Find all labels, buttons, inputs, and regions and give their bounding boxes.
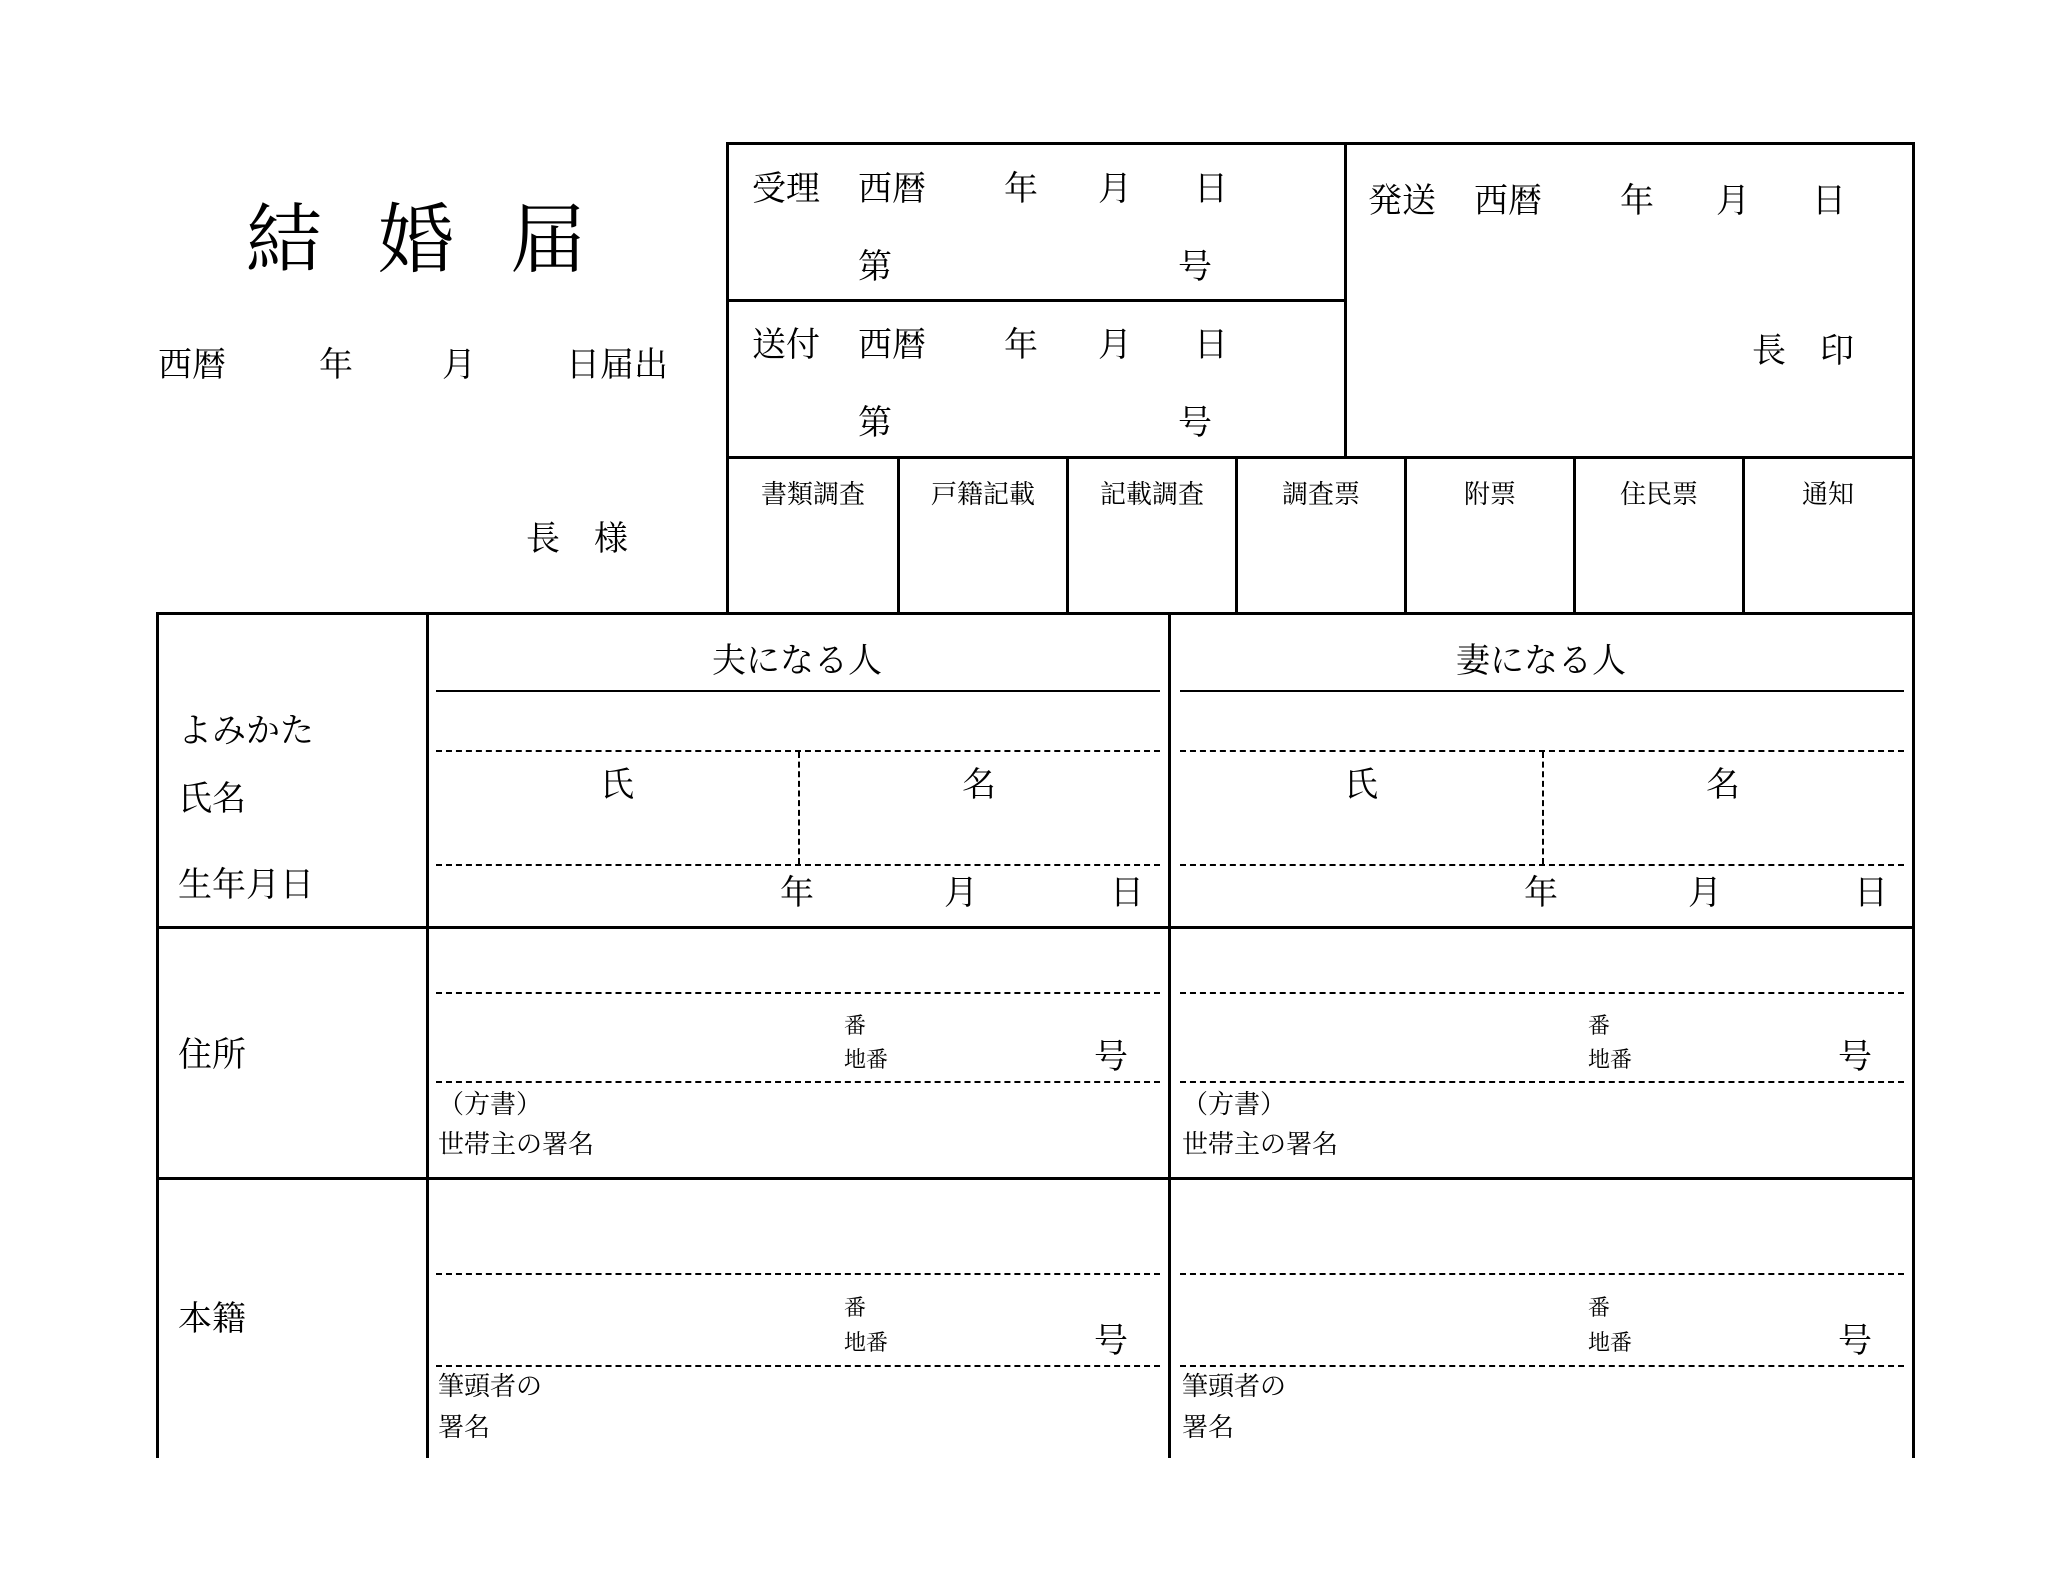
forwarding-no-suffix: 号 bbox=[1178, 403, 1212, 443]
husband-domicile-ban: 番 bbox=[844, 1296, 867, 1321]
wife-birth-year: 年 bbox=[1524, 873, 1558, 913]
check-divider bbox=[1235, 456, 1238, 614]
husband-address-line1 bbox=[436, 992, 1160, 994]
label-birth: 生年月日 bbox=[178, 865, 314, 905]
check-divider bbox=[897, 456, 900, 614]
office-divider-checks bbox=[726, 456, 1914, 459]
submission-era: 西暦 bbox=[158, 345, 226, 385]
label-name: 氏名 bbox=[178, 779, 246, 819]
wife-family-head-label: 筆頭者の bbox=[1182, 1372, 1287, 1402]
table-right bbox=[1912, 612, 1915, 1458]
wife-address-katagaki: （方書） bbox=[1182, 1090, 1287, 1120]
check-divider bbox=[1404, 456, 1407, 614]
wife-birth-month: 月 bbox=[1688, 873, 1722, 913]
forwarding-day: 日 bbox=[1194, 325, 1228, 365]
submission-day: 日届出 bbox=[566, 345, 668, 385]
table-party-divider bbox=[1168, 612, 1171, 1458]
forwarding-era: 西暦 bbox=[858, 325, 926, 365]
wife-header: 妻になる人 bbox=[1456, 641, 1626, 681]
office-box-top bbox=[726, 142, 1914, 145]
wife-address-ban: 番 bbox=[1588, 1014, 1611, 1039]
husband-householder-signature: 世帯主の署名 bbox=[438, 1130, 595, 1160]
wife-header-rule bbox=[1180, 690, 1904, 692]
wife-domicile-line1 bbox=[1180, 1273, 1904, 1275]
table-left bbox=[156, 612, 159, 1458]
husband-header: 夫になる人 bbox=[712, 641, 882, 681]
wife-domicile-ban: 番 bbox=[1588, 1296, 1611, 1321]
wife-given-label: 名 bbox=[1706, 765, 1740, 805]
label-reading: よみかた bbox=[178, 711, 314, 751]
label-address: 住所 bbox=[178, 1035, 246, 1075]
dispatch-day: 日 bbox=[1812, 181, 1846, 221]
forwarding-no-prefix: 第 bbox=[858, 403, 892, 443]
receipt-era: 西暦 bbox=[858, 169, 926, 209]
receipt-day: 日 bbox=[1194, 169, 1228, 209]
check-divider bbox=[1573, 456, 1576, 614]
check-label: 附票 bbox=[1463, 480, 1516, 510]
submission-year: 年 bbox=[319, 345, 353, 385]
office-box-right bbox=[1912, 142, 1915, 614]
husband-domicile-chiban: 地番 bbox=[844, 1331, 889, 1356]
wife-householder-signature: 世帯主の署名 bbox=[1182, 1130, 1339, 1160]
form-title: 結婚届 bbox=[246, 195, 642, 284]
husband-domicile-line2 bbox=[436, 1365, 1160, 1367]
wife-birth-day: 日 bbox=[1854, 873, 1888, 913]
husband-domicile-go: 号 bbox=[1094, 1321, 1128, 1361]
dispatch-year: 年 bbox=[1620, 181, 1654, 221]
forwarding-year: 年 bbox=[1004, 325, 1038, 365]
receipt-year: 年 bbox=[1004, 169, 1038, 209]
check-label: 住民票 bbox=[1619, 480, 1698, 510]
husband-birth-day: 日 bbox=[1110, 873, 1144, 913]
addressee: 長 様 bbox=[526, 519, 628, 559]
husband-address-go: 号 bbox=[1094, 1037, 1128, 1077]
submission-month: 月 bbox=[442, 345, 476, 385]
receipt-label: 受理 bbox=[752, 169, 820, 209]
dispatch-era: 西暦 bbox=[1474, 181, 1542, 221]
husband-address-ban: 番 bbox=[844, 1014, 867, 1039]
husband-birth-month: 月 bbox=[944, 873, 978, 913]
husband-domicile-line1 bbox=[436, 1273, 1160, 1275]
receipt-month: 月 bbox=[1098, 169, 1132, 209]
office-box-left bbox=[726, 142, 729, 614]
husband-given-label: 名 bbox=[962, 765, 996, 805]
husband-address-katagaki: （方書） bbox=[438, 1090, 543, 1120]
husband-header-rule bbox=[436, 690, 1160, 692]
table-label-divider bbox=[426, 612, 429, 1458]
table-top bbox=[156, 612, 1914, 615]
check-divider bbox=[1742, 456, 1745, 614]
office-divider-receipt bbox=[726, 299, 1346, 302]
wife-address-line1 bbox=[1180, 992, 1904, 994]
check-label: 記載調査 bbox=[1099, 480, 1204, 510]
husband-birth-year: 年 bbox=[780, 873, 814, 913]
wife-domicile-go: 号 bbox=[1838, 1321, 1872, 1361]
husband-family-head-label: 筆頭者の bbox=[438, 1372, 543, 1402]
table-row-divider bbox=[156, 926, 1914, 929]
check-label: 調査票 bbox=[1281, 480, 1360, 510]
husband-name-split bbox=[798, 752, 800, 864]
wife-family-head-signature: 署名 bbox=[1182, 1413, 1235, 1443]
husband-family-head-signature: 署名 bbox=[438, 1413, 491, 1443]
table-row-divider bbox=[156, 1177, 1914, 1180]
wife-surname-label: 氏 bbox=[1344, 765, 1378, 805]
husband-name-line bbox=[436, 864, 1160, 866]
wife-name-split bbox=[1542, 752, 1544, 864]
wife-name-line bbox=[1180, 864, 1904, 866]
forwarding-month: 月 bbox=[1098, 325, 1132, 365]
wife-address-chiban: 地番 bbox=[1588, 1048, 1633, 1073]
husband-surname-label: 氏 bbox=[600, 765, 634, 805]
check-divider bbox=[1066, 456, 1069, 614]
dispatch-label: 発送 bbox=[1368, 181, 1436, 221]
husband-address-chiban: 地番 bbox=[844, 1048, 889, 1073]
wife-address-go: 号 bbox=[1838, 1037, 1872, 1077]
label-domicile: 本籍 bbox=[178, 1299, 246, 1339]
dispatch-month: 月 bbox=[1716, 181, 1750, 221]
forwarding-label: 送付 bbox=[752, 325, 820, 365]
husband-address-line2 bbox=[436, 1081, 1160, 1083]
office-divider-dispatch bbox=[1344, 142, 1347, 458]
dispatch-seal: 長 印 bbox=[1752, 331, 1854, 371]
receipt-no-suffix: 号 bbox=[1178, 247, 1212, 287]
check-label: 書類調査 bbox=[760, 480, 865, 510]
wife-domicile-line2 bbox=[1180, 1365, 1904, 1367]
wife-domicile-chiban: 地番 bbox=[1588, 1331, 1633, 1356]
wife-address-line2 bbox=[1180, 1081, 1904, 1083]
check-label: 戸籍記載 bbox=[930, 480, 1035, 510]
receipt-no-prefix: 第 bbox=[858, 247, 892, 287]
check-label: 通知 bbox=[1801, 480, 1854, 510]
